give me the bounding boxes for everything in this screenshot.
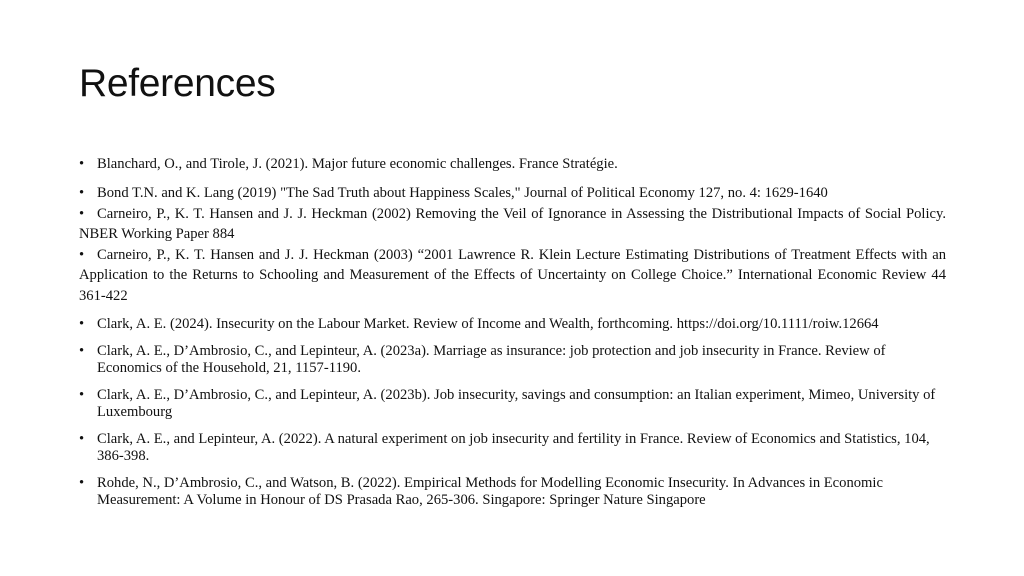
reference-item xyxy=(79,431,946,465)
reference-item xyxy=(79,156,946,173)
bullet: • xyxy=(79,246,85,263)
reference-item xyxy=(79,343,946,377)
bullet: • xyxy=(79,156,85,172)
reference-text: Clark, A. E., D’Ambrosio, C., and Lepinteur, A. (2023b). Job insecurity, savings and consumption: an Italian experiment, Mimeo, University of Luxembourg xyxy=(97,387,936,420)
reference-text: Clark, A. E., D’Ambrosio, C., and Lepinteur, A. (2023a). Marriage as insurance: job protection and job insecurity in France. Review of Economics of the Household, 21, 1157-1190. xyxy=(97,343,886,376)
reference-text: Carneiro, P., K. T. Hansen and J. J. Heckman (2002) Removing the Veil of Ignorance in Assessing the Distributional Impacts of Social Policy. NBER Working Paper 884 xyxy=(79,205,946,242)
reference-item xyxy=(79,204,946,245)
reference-text: Clark, A. E., and Lepinteur, A. (2022). A natural experiment on job insecurity and fertility in France. Review of Economics and Statistics, 104, 386-398. xyxy=(97,431,930,464)
bullet: • xyxy=(79,431,85,447)
reference-list xyxy=(79,156,946,519)
reference-text: Bond T.N. and K. Lang (2019) "The Sad Truth about Happiness Scales," Journal of Political Economy 127, no. 4: 1629-1640 xyxy=(97,185,828,201)
bullet: • xyxy=(79,185,85,201)
slide-title: References xyxy=(79,62,276,105)
reference-text: Clark, A. E. (2024). Insecurity on the Labour Market. Review of Income and Wealth, forthcoming. https://doi.org/10.1111/roiw.12664 xyxy=(97,316,879,332)
bullet: • xyxy=(79,343,85,359)
reference-text: Blanchard, O., and Tirole, J. (2021). Major future economic challenges. France Stratégie. xyxy=(97,156,618,172)
reference-item xyxy=(79,183,946,204)
reference-item xyxy=(79,245,946,307)
bullet: • xyxy=(79,387,85,403)
bullet: • xyxy=(79,475,85,491)
bullet: • xyxy=(79,205,85,222)
reference-item xyxy=(79,475,946,509)
reference-text: Carneiro, P., K. T. Hansen and J. J. Heckman (2003) “2001 Lawrence R. Klein Lecture Estimating Distributions of Treatment Effects with an Application to the Returns to Schooling and Measurement of the Effects of Uncertainty on College Choice.” International Economic Review 44 361-422 xyxy=(79,246,946,304)
reference-text: Rohde, N., D’Ambrosio, C., and Watson, B. (2022). Empirical Methods for Modelling Economic Insecurity. In Advances in Economic Measurement: A Volume in Honour of DS Prasada Rao, 265-306. Singapore: Springer Nature Singapore xyxy=(97,475,883,508)
reference-item xyxy=(79,316,946,333)
bullet: • xyxy=(79,316,85,332)
reference-item xyxy=(79,387,946,421)
